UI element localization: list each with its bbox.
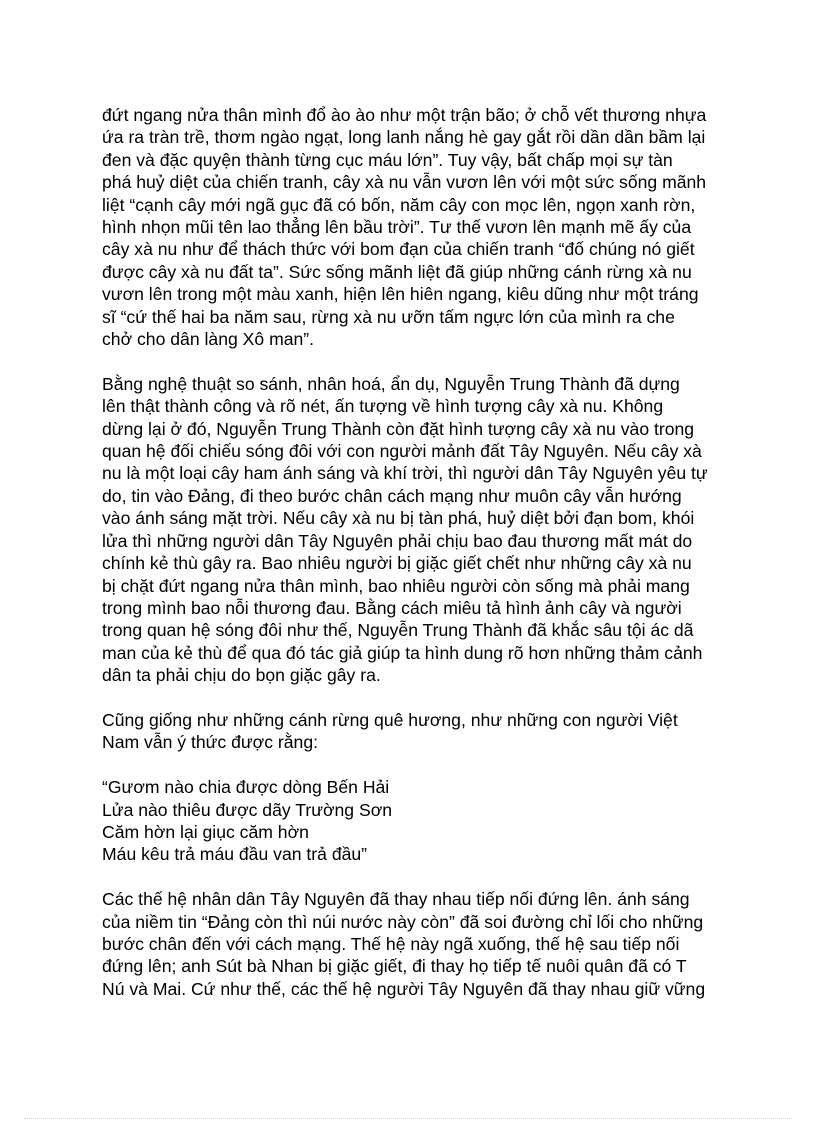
text-line: man của kẻ thù để qua đó tác giả giúp ta hình dung rõ hơn những thảm cảnh xyxy=(102,642,703,663)
paragraph-spacer xyxy=(102,350,752,372)
verse-line: Lửa nào thiêu được dãy Trường Sơn xyxy=(102,799,393,820)
text-line: sĩ “cứ thế hai ba năm sau, rừng xà nu ưỡn tấm ngực lớn của mình ra che xyxy=(102,306,675,327)
verse-quote xyxy=(102,776,752,866)
text-line: Nú và Mai. Cứ như thế, các thế hệ người Tây Nguyên đã thay nhau giữ vững xyxy=(102,978,706,999)
text-line: đứng lên; anh Sút bà Nhan bị giặc giết, đi thay họ tiếp tế nuôi quân đã có T xyxy=(102,956,687,977)
text-line: Bằng nghệ thuật so sánh, nhân hoá, ẩn dụ, Nguyễn Trung Thành đã dựng xyxy=(102,373,680,394)
text-line: ứa ra tràn trề, thơm ngào ngạt, long lanh nắng hè gay gắt rồi dần dần bầm lại xyxy=(102,127,706,148)
text-line: chở cho dân làng Xô man”. xyxy=(102,329,315,350)
text-line: được cây xà nu đất ta”. Sức sống mãnh liệt đã giúp những cánh rừng xà nu xyxy=(102,261,692,282)
text-line: Nam vẫn ý thức được rằng: xyxy=(102,732,318,753)
text-line: bị chặt đứt ngang nửa thân mình, bao nhiêu người còn sống mà phải mang xyxy=(102,575,690,596)
paragraph-spacer xyxy=(102,754,752,776)
text-line: bước chân đến với cách mạng. Thế hệ này ngã xuống, thế hệ sau tiếp nối xyxy=(102,933,680,954)
text-line: Các thế hệ nhân dân Tây Nguyên đã thay nhau tiếp nối đứng lên. ánh sáng xyxy=(102,889,690,910)
paragraph-spacer xyxy=(102,687,752,709)
paragraph-3 xyxy=(102,709,752,754)
text-line: trong quan hệ sóng đôi như thế, Nguyễn Trung Thành đã khắc sâu tội ác dã xyxy=(102,620,694,641)
paragraph-2 xyxy=(102,373,752,687)
text-line: dân ta phải chịu do bọn giặc gây ra. xyxy=(102,665,381,686)
text-line: của niềm tin “Đảng còn thì núi nước này còn” đã soi đường chỉ lối cho những xyxy=(102,911,704,932)
text-line: liệt “cạnh cây mới ngã gục đã có bốn, năm cây con mọc lên, ngọn xanh rờn, xyxy=(102,194,696,215)
verse-line: “Gươm nào chia được dòng Bến Hải xyxy=(102,777,390,798)
text-line: vươn lên trong một màu xanh, hiện lên hiên ngang, kiêu dũng như một tráng xyxy=(102,284,699,305)
text-line: đen và đặc quyện thành từng cục máu lớn”. Tuy vậy, bất chấp mọi sự tàn xyxy=(102,149,673,170)
text-line: dừng lại ở đó, Nguyễn Trung Thành còn đặt hình tượng cây xà nu vào trong xyxy=(102,418,695,439)
text-line: lửa thì những người dân Tây Nguyên phải chịu bao đau thương mất mát do xyxy=(102,530,693,551)
page-bottom-divider xyxy=(24,1118,792,1119)
text-line: do, tin vào Đảng, đi theo bước chân cách mạng như muôn cây vẫn hướng xyxy=(102,485,682,506)
verse-line: Căm hờn lại giục căm hờn xyxy=(102,821,309,842)
document-page xyxy=(102,104,752,1000)
text-line: chính kẻ thù gây ra. Bao nhiêu người bị giặc giết chết như những cây xà nu xyxy=(102,553,692,574)
verse-line: Máu kêu trả máu đầu van trả đầu” xyxy=(102,844,368,865)
text-line: trong mình bao nỗi thương đau. Bằng cách miêu tả hình ảnh cây và người xyxy=(102,597,682,618)
paragraph-1 xyxy=(102,104,752,350)
text-line: Cũng giống như những cánh rừng quê hương, như những con người Việt xyxy=(102,709,678,730)
text-line: quan hệ đối chiếu sóng đôi với con người mảnh đất Tây Nguyên. Nếu cây xà xyxy=(102,441,702,462)
text-line: hình nhọn mũi tên lao thẳng lên bầu trời”. Tư thế vươn lên mạnh mẽ ấy của xyxy=(102,217,692,238)
paragraph-spacer xyxy=(102,866,752,888)
text-line: đứt ngang nửa thân mình đổ ào ào như một trận bão; ở chỗ vết thương nhựa xyxy=(102,105,707,125)
text-line: vào ánh sáng mặt trời. Nếu cây xà nu bị tàn phá, huỷ diệt bởi đạn bom, khói xyxy=(102,508,695,529)
paragraph-5 xyxy=(102,888,752,1000)
text-line: lên thật thành công và rõ nét, ấn tượng về hình tượng cây xà nu. Không xyxy=(102,396,664,417)
text-line: cây xà nu như để thách thức với bom đạn của chiến tranh “đố chúng nó giết xyxy=(102,239,695,260)
text-line: nu là một loại cây ham ánh sáng và khí trời, thì người dân Tây Nguyên yêu tự xyxy=(102,463,708,484)
text-line: phá huỷ diệt của chiến tranh, cây xà nu vẫn vươn lên với một sức sống mãnh xyxy=(102,172,707,193)
